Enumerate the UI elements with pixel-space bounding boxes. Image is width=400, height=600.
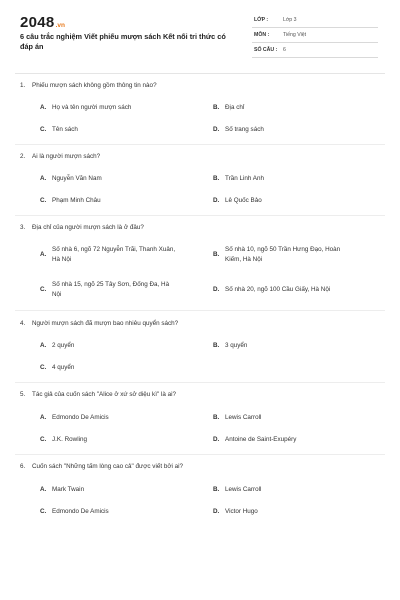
question-number: 4. bbox=[20, 320, 26, 327]
option-letter: D. bbox=[213, 286, 220, 293]
option-text: Edmondo De Amicis bbox=[52, 508, 109, 515]
option-text-line-2: Nội bbox=[52, 291, 62, 298]
option-letter: A. bbox=[40, 104, 47, 111]
option-text: Trần Linh Anh bbox=[225, 175, 264, 182]
grade-value: Lớp 3 bbox=[283, 17, 297, 23]
worksheet-header bbox=[0, 0, 400, 75]
option-letter: A. bbox=[40, 486, 47, 493]
option-text-line-1: Số nhà 15, ngõ 25 Tây Sơn, Đống Đa, Hà bbox=[52, 281, 170, 288]
option-letter: B. bbox=[213, 486, 220, 493]
option-text: J.K. Rowling bbox=[52, 436, 87, 443]
option-letter: B. bbox=[213, 414, 220, 421]
option-letter: D. bbox=[213, 508, 220, 515]
question-separator bbox=[15, 144, 385, 145]
question-number: 2. bbox=[20, 153, 26, 160]
option-text: Antoine de Saint-Exupéry bbox=[225, 436, 297, 443]
option-letter: C. bbox=[40, 364, 47, 371]
question-number: 3. bbox=[20, 224, 26, 231]
option-text: Mark Twain bbox=[52, 486, 85, 493]
question-text: Người mượn sách đã mượn bao nhiêu quyển sách? bbox=[32, 320, 179, 327]
option-letter: D. bbox=[213, 197, 220, 204]
option-letter: C. bbox=[40, 286, 47, 293]
option-text: Phạm Minh Châu bbox=[52, 197, 101, 204]
header-divider bbox=[15, 73, 385, 74]
option-letter: B. bbox=[213, 251, 220, 258]
option-letter: B. bbox=[213, 104, 220, 111]
question-number: 5. bbox=[20, 391, 26, 398]
option-letter: C. bbox=[40, 508, 47, 515]
question-separator bbox=[15, 382, 385, 383]
option-text: Lewis Carroll bbox=[225, 414, 262, 421]
option-text-line-1: Số nhà 6, ngõ 72 Nguyễn Trãi, Thanh Xuân, bbox=[52, 246, 176, 253]
option-letter: D. bbox=[213, 436, 220, 443]
question-text: Địa chỉ của người mượn sách là ở đâu? bbox=[32, 224, 144, 231]
option-letter: C. bbox=[40, 197, 47, 204]
subject-label: MÔN : bbox=[254, 32, 270, 38]
option-text: Số nhà 20, ngõ 100 Cầu Giấy, Hà Nội bbox=[225, 286, 331, 293]
option-text bbox=[52, 280, 169, 300]
subject-value: Tiếng Việt bbox=[283, 32, 307, 38]
option-text-line-1: Số nhà 10, ngõ 50 Trần Hưng Đạo, Hoàn bbox=[225, 246, 341, 253]
question-number: 1. bbox=[20, 82, 26, 89]
option-text: 4 quyển bbox=[52, 364, 75, 371]
option-text: Họ và tên người mượn sách bbox=[52, 104, 132, 111]
option-letter: A. bbox=[40, 414, 47, 421]
option-text: Edmondo De Amicis bbox=[52, 414, 109, 421]
question-text: Ai là người mượn sách? bbox=[32, 153, 101, 160]
site-logo[interactable] bbox=[20, 14, 65, 30]
option-text: Số trang sách bbox=[225, 126, 264, 133]
option-letter: C. bbox=[40, 126, 47, 133]
option-letter: D. bbox=[213, 126, 220, 133]
option-text: Địa chỉ bbox=[225, 104, 245, 111]
question-separator bbox=[15, 215, 385, 216]
option-letter: C. bbox=[40, 436, 47, 443]
option-text: Victor Hugo bbox=[225, 508, 258, 515]
option-text-line-2: Hà Nội bbox=[52, 256, 72, 263]
question-text: Cuốn sách "Những tấm lòng cao cả" được viết bởi ai? bbox=[32, 463, 184, 470]
option-text: 2 quyển bbox=[52, 342, 75, 349]
question-count-row bbox=[252, 44, 378, 58]
option-letter: B. bbox=[213, 175, 220, 182]
option-text bbox=[52, 245, 175, 265]
option-text: Nguyễn Văn Nam bbox=[52, 175, 102, 182]
question-text: Tác giả của cuốn sách "Alice ở xứ sở diệu kì" là ai? bbox=[32, 391, 176, 398]
option-text: 3 quyển bbox=[225, 342, 248, 349]
question-count-value: 6 bbox=[283, 47, 286, 53]
option-text: Tên sách bbox=[52, 126, 78, 133]
option-letter: A. bbox=[40, 342, 47, 349]
option-letter: A. bbox=[40, 251, 47, 258]
option-text-line-2: Kiếm, Hà Nội bbox=[225, 256, 263, 263]
grade-row bbox=[252, 14, 378, 28]
question-number: 6. bbox=[20, 463, 26, 470]
subject-row bbox=[252, 29, 378, 43]
option-text: Lê Quốc Bảo bbox=[225, 197, 262, 204]
option-letter: A. bbox=[40, 175, 47, 182]
question-text: Phiếu mượn sách không gồm thông tin nào? bbox=[32, 82, 157, 89]
option-letter: B. bbox=[213, 342, 220, 349]
worksheet-title: 6 câu trắc nghiệm Viết phiếu mượn sách Kết nối tri thức có đáp án bbox=[20, 32, 226, 51]
question-count-label: SỐ CÂU : bbox=[254, 47, 278, 53]
option-text: Lewis Carroll bbox=[225, 486, 262, 493]
logo-domain-text: .vn bbox=[55, 22, 65, 29]
question-separator bbox=[15, 454, 385, 455]
logo-main-text: 2048 bbox=[20, 14, 55, 31]
question-separator bbox=[15, 310, 385, 311]
option-text bbox=[225, 245, 340, 265]
grade-label: LỚP : bbox=[254, 17, 269, 23]
